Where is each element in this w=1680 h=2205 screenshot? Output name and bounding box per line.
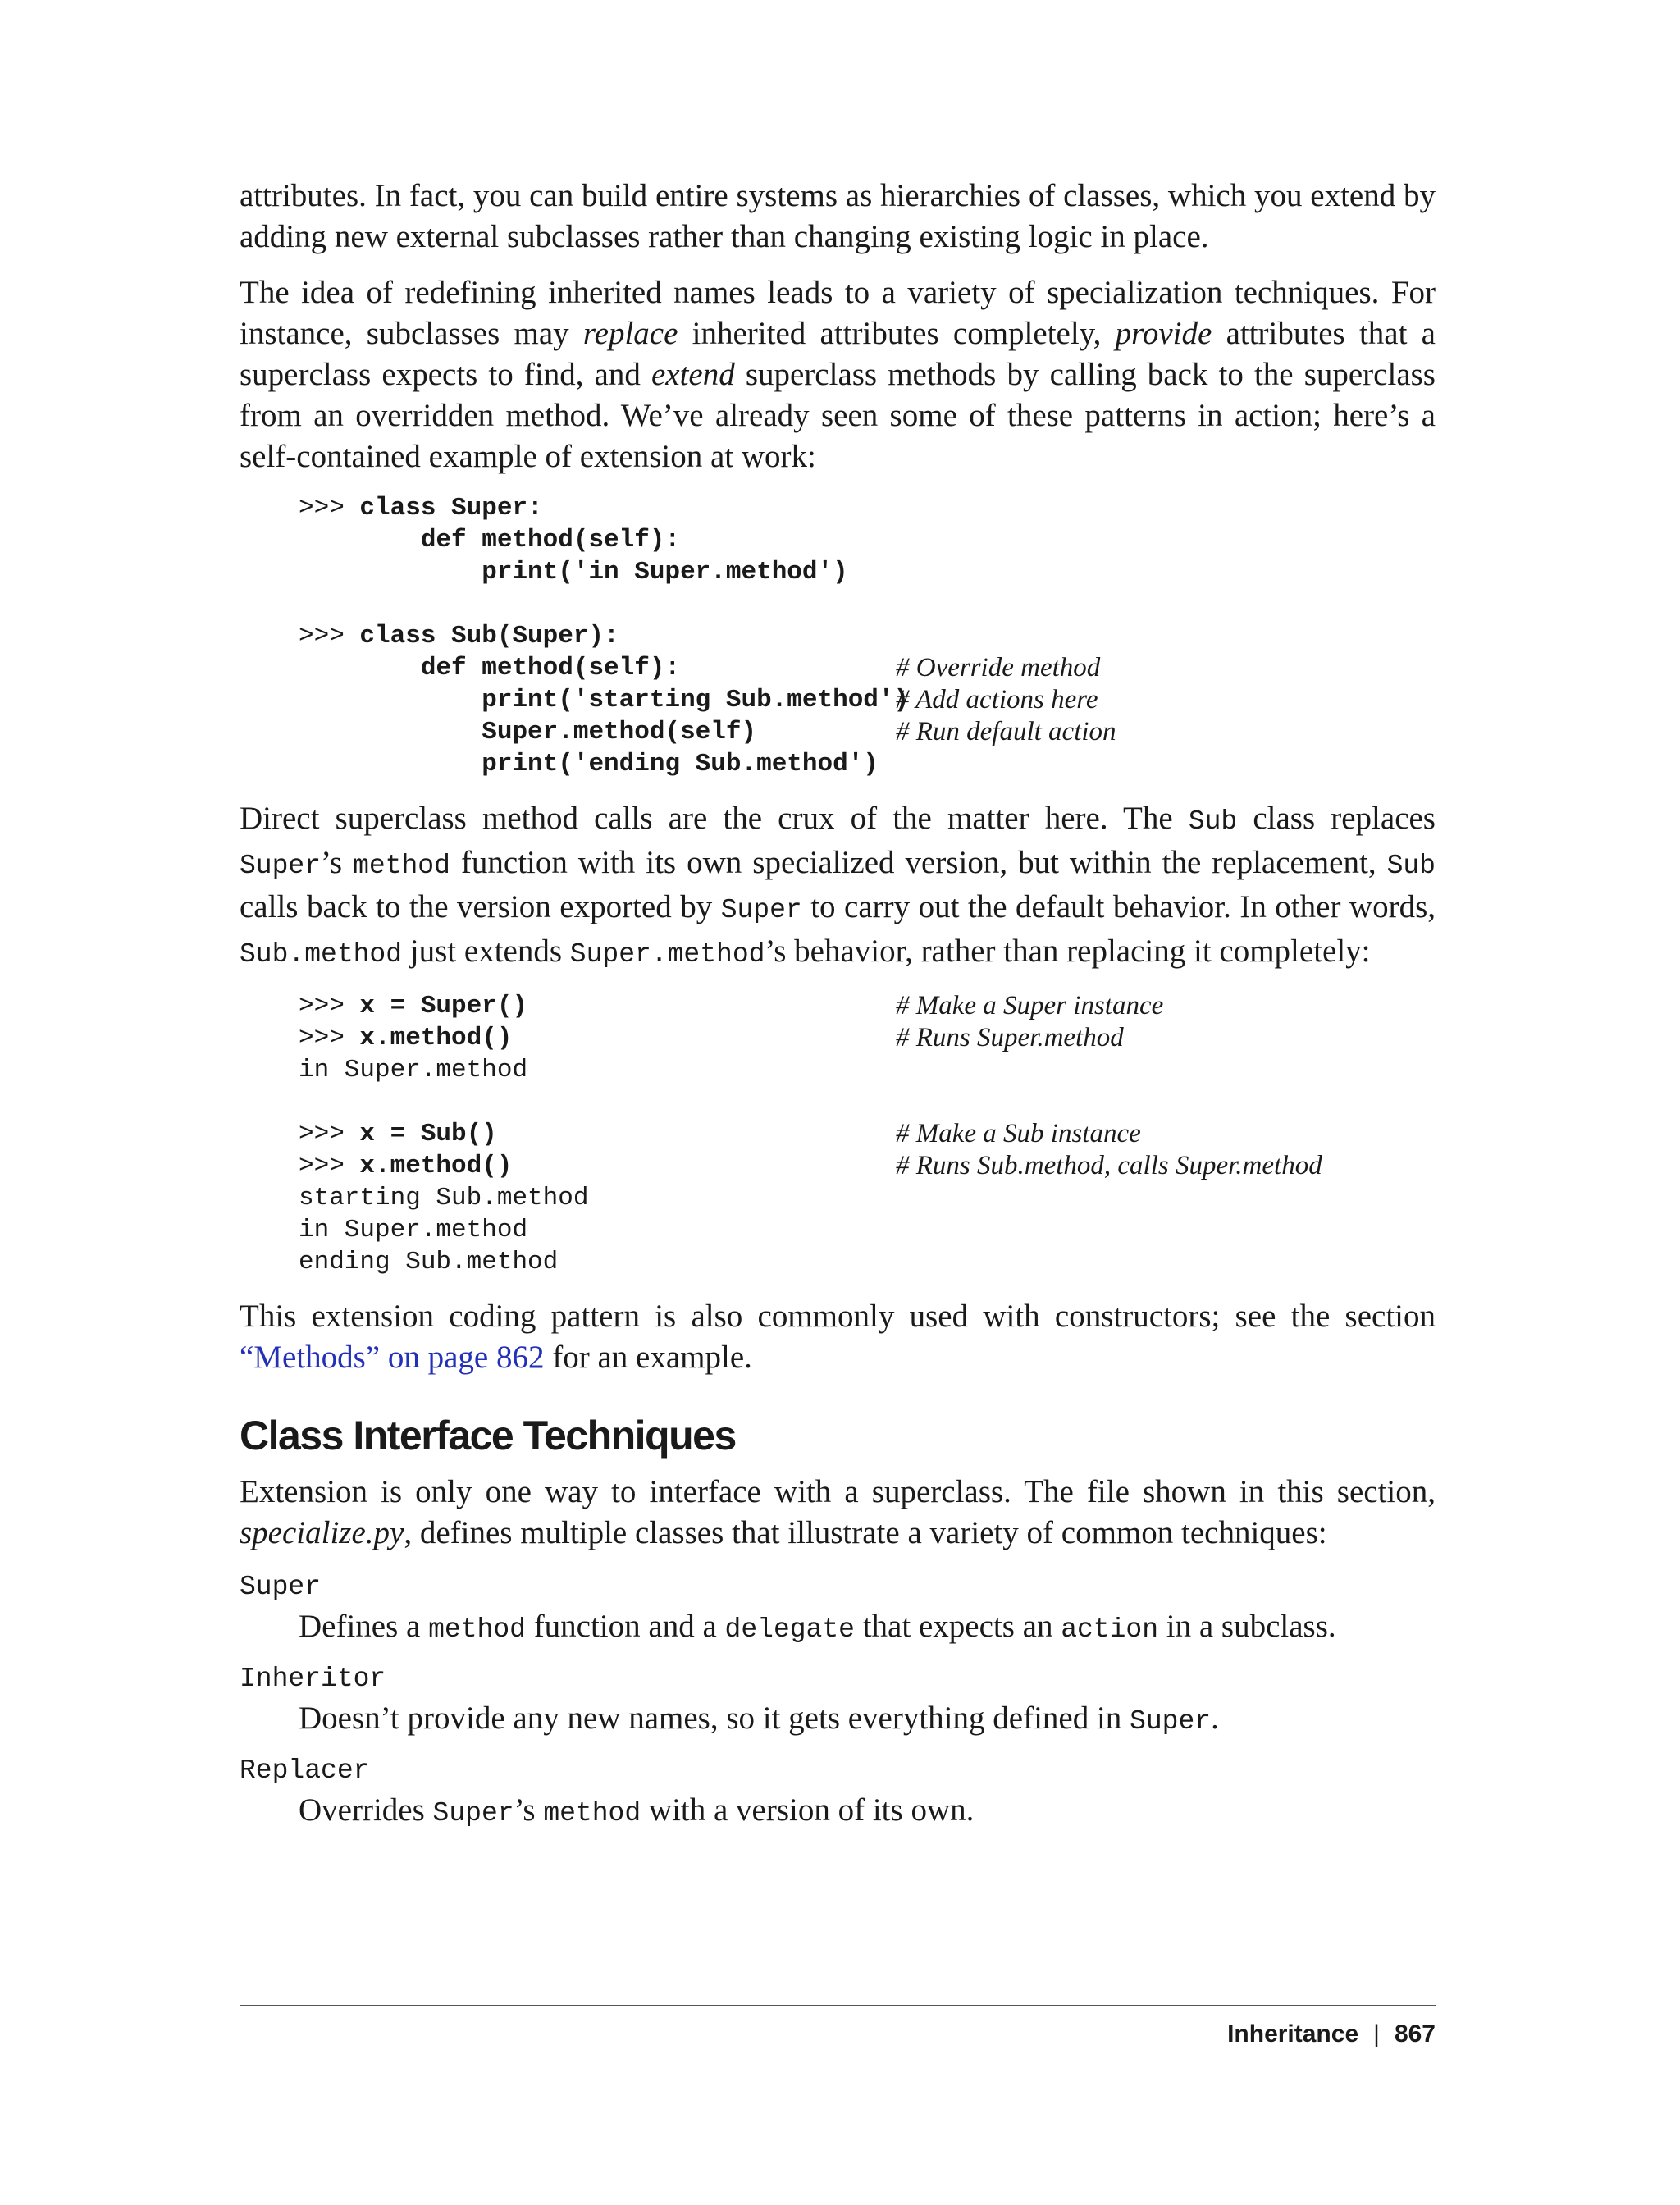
footer-separator: |: [1373, 2020, 1380, 2048]
paragraph-specialization: [240, 272, 1436, 477]
inline-code: method: [353, 851, 450, 881]
code-comment: # Add actions here: [896, 685, 1098, 714]
code-output: in Super.method: [299, 1216, 528, 1244]
code-line: [299, 1054, 1436, 1086]
inline-code: method: [543, 1798, 641, 1828]
text: that expects an: [854, 1609, 1061, 1644]
emphasis-provide: provide: [1115, 316, 1212, 351]
code-text: x = Sub(): [359, 1120, 497, 1148]
code-text: x = Super(): [359, 992, 528, 1020]
code-comment: # Override method: [896, 653, 1101, 682]
inline-code: method: [428, 1614, 526, 1645]
paragraph-superclass-calls: [240, 798, 1436, 975]
text: function with its own specialized version, but within the replacement,: [450, 845, 1387, 880]
text: This extension coding pattern is also commonly used with constructors; see the section: [240, 1299, 1436, 1334]
text: inherited attributes completely,: [678, 316, 1116, 351]
prompt: >>>: [299, 1024, 360, 1052]
code-line: [299, 1118, 1436, 1150]
text: Extension is only one way to interface with a superclass. The file shown in this section,: [240, 1474, 1436, 1509]
code-line: [299, 1246, 1436, 1278]
prompt: >>>: [299, 1120, 360, 1148]
emphasis-replace: replace: [582, 316, 678, 351]
text: Overrides: [299, 1792, 433, 1828]
inline-code: action: [1061, 1614, 1159, 1645]
prompt: >>>: [299, 494, 360, 523]
text: calls back to the version exported by: [240, 889, 721, 924]
code-line: [299, 1214, 1436, 1246]
page-content: [240, 176, 1436, 1841]
text: class replaces: [1237, 801, 1436, 836]
definition-replacer: [299, 1790, 1436, 1834]
text: ’s: [321, 845, 354, 880]
code-text: def method(self):: [299, 654, 681, 682]
section-heading: Class Interface Techniques: [240, 1413, 736, 1459]
filename: specialize.py: [240, 1515, 404, 1550]
term-inheritor: Inheritor: [240, 1664, 386, 1694]
code-comment: # Runs Sub.method, calls Super.method: [896, 1151, 1322, 1180]
prompt: >>>: [299, 1152, 360, 1180]
code-line: [299, 684, 1436, 716]
text: superclass methods by calling back to the superclass from an overridden method. We’ve already seen some of these patterns in action; here’s a self-contained example of extension at work:: [240, 357, 1436, 474]
code-line: [299, 716, 1436, 748]
code-line: [299, 492, 1436, 524]
code-comment: # Runs Super.method: [896, 1023, 1124, 1052]
chapter-title: Inheritance: [1227, 2020, 1359, 2048]
page-footer: [1227, 2018, 1436, 2051]
text: Defines a: [299, 1609, 429, 1644]
paragraph-constructors: [240, 1296, 1436, 1378]
prompt: >>>: [299, 992, 360, 1020]
code-text: def method(self):: [299, 526, 681, 555]
text: ’s: [514, 1792, 544, 1828]
inline-code: Sub: [1188, 806, 1238, 837]
inline-code: delegate: [724, 1614, 855, 1645]
inline-code: Sub: [1386, 851, 1436, 881]
text: for an example.: [544, 1340, 752, 1375]
code-line: [299, 556, 1436, 588]
text: just extends: [402, 934, 570, 969]
text: in a subclass.: [1158, 1609, 1336, 1644]
code-comment: # Make a Super instance: [896, 991, 1164, 1020]
prompt: >>>: [299, 622, 360, 651]
code-output: ending Sub.method: [299, 1248, 559, 1276]
inline-code: Super: [240, 851, 322, 881]
code-line: [299, 620, 1436, 652]
code-comment: # Run default action: [896, 717, 1116, 746]
text: attributes that a superclass expects to find, and: [240, 316, 1436, 392]
footer-rule: [240, 2005, 1436, 2006]
text: attributes. In fact, you can build entire systems as hierarchies of classes, which you extend by adding new external subclasses rather than changing existing logic in place.: [240, 178, 1436, 254]
text: function and a: [525, 1609, 725, 1644]
text: , defines multiple classes that illustrate a variety of common techniques:: [404, 1515, 1327, 1550]
text: to carry out the default behavior. In other words,: [801, 889, 1436, 924]
paragraph-interface: [240, 1472, 1436, 1554]
inline-code: Super: [720, 895, 802, 925]
code-line: [299, 1022, 1436, 1054]
code-line: [299, 990, 1436, 1022]
term-replacer: Replacer: [240, 1755, 370, 1786]
code-text: class Super:: [359, 494, 543, 523]
code-line: [299, 652, 1436, 684]
text: .: [1211, 1701, 1219, 1736]
code-block-session: [299, 990, 1436, 1278]
code-output: in Super.method: [299, 1056, 528, 1084]
definition-list: [240, 1568, 1436, 1834]
definition-super: [299, 1606, 1436, 1650]
text: Direct superclass method calls are the crux of the matter here. The: [240, 801, 1189, 836]
code-line: [299, 1086, 1436, 1118]
code-line: [299, 588, 1436, 620]
text: with a version of its own.: [641, 1792, 975, 1828]
inline-code: Super: [432, 1798, 514, 1828]
code-text: x.method(): [359, 1024, 513, 1052]
text: The idea of redefining inherited names leads to a variety of specialization techniques. For instance, subclasses may: [240, 275, 1436, 351]
code-block-classes: [299, 492, 1436, 780]
inline-code: Super: [1130, 1706, 1212, 1737]
paragraph-intro: [240, 176, 1436, 258]
code-text: x.method(): [359, 1152, 513, 1180]
inline-code: Sub.method: [240, 939, 403, 970]
text: ’s behavior, rather than replacing it completely:: [765, 934, 1371, 969]
emphasis-extend: extend: [651, 357, 735, 392]
code-text: print('in Super.method'): [299, 558, 848, 587]
code-line: [299, 748, 1436, 780]
code-comment: # Make a Sub instance: [896, 1119, 1141, 1148]
code-line: [299, 1182, 1436, 1214]
definition-inheritor: [299, 1698, 1436, 1742]
code-text: Super.method(self): [299, 718, 757, 746]
code-text: print('ending Sub.method'): [299, 750, 879, 778]
code-output: starting Sub.method: [299, 1184, 589, 1212]
inline-code: Super.method: [569, 939, 765, 970]
code-text: print('starting Sub.method'): [299, 686, 910, 714]
code-text: class Sub(Super):: [359, 622, 619, 651]
methods-page-link[interactable]: “Methods” on page 862: [240, 1340, 545, 1375]
code-line: [299, 1150, 1436, 1182]
term-super: Super: [240, 1572, 322, 1602]
page-number: 867: [1394, 2020, 1436, 2048]
code-line: [299, 524, 1436, 556]
text: Doesn’t provide any new names, so it gets everything defined in: [299, 1701, 1130, 1736]
